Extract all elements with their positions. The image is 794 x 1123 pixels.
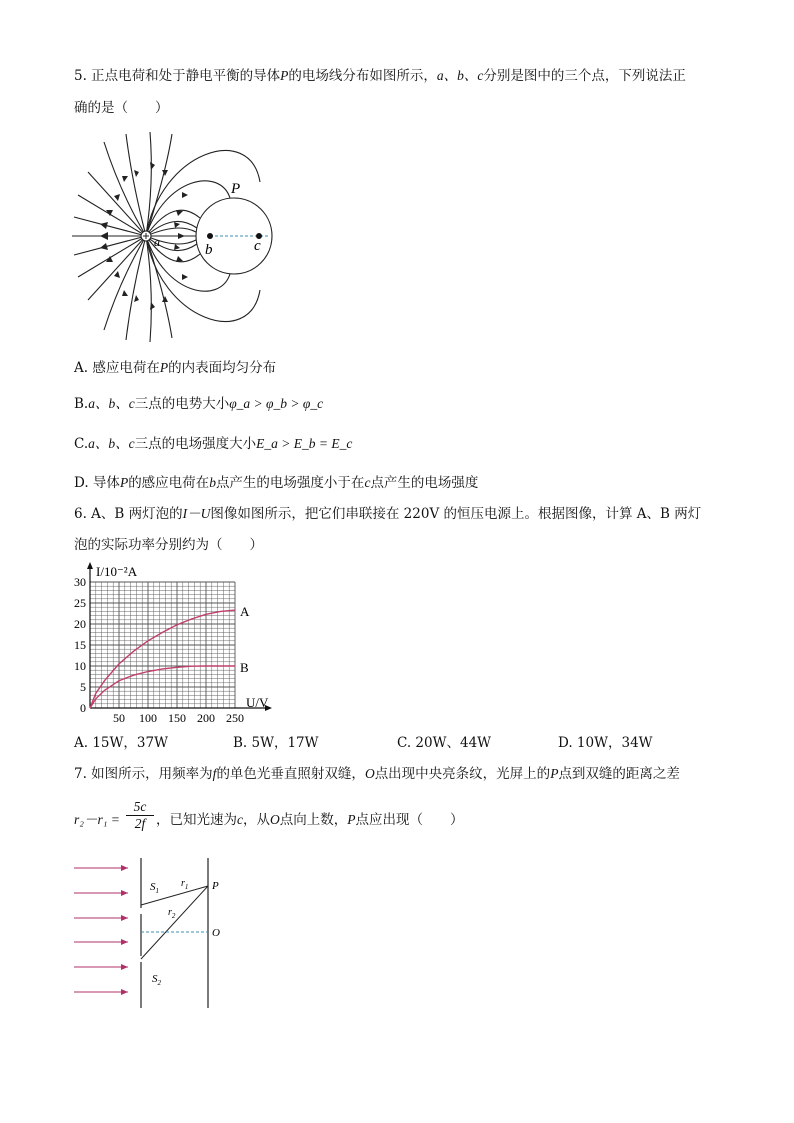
q7-stem-line2: ，已知光速为c，从O点向上数，P点应出现（ ）: [156, 812, 464, 828]
x-axis-label: U/V: [246, 695, 269, 710]
y-tick-label: 5: [80, 680, 86, 694]
series-label-a: A: [240, 604, 250, 619]
label-p: P: [231, 181, 241, 197]
q6-stem-line1: 6. A、B 两灯泡的I－U图像如图所示，把它们串联接在 220V 的恒压电源上。根据图像，计算 A、B 两灯: [74, 506, 702, 522]
q6-option-b: B. 5W，17W: [233, 735, 319, 751]
x-tick-label: 250: [226, 711, 244, 725]
q6-iu-chart: [70, 560, 280, 730]
q6-stem-line2: 泡的实际功率分别约为（ ）: [74, 537, 263, 553]
q5-stem-line2: 确的是（ ）: [74, 100, 169, 116]
y-tick-label: 25: [74, 596, 86, 610]
y-axis-arrow: [87, 562, 93, 569]
y-tick-label: 30: [74, 575, 86, 589]
y-tick-label: 20: [74, 617, 86, 631]
svg-text:S2: $S_2$: [152, 973, 161, 987]
point-b: [207, 233, 213, 239]
label-a: a: [154, 235, 160, 249]
q6-option-a: A. 15W，37W: [74, 735, 168, 751]
y-tick-label: 0: [80, 701, 86, 715]
series-curve-a: [90, 610, 235, 708]
x-tick-label: 200: [197, 711, 215, 725]
svg-text:r2: $r_2$: [168, 907, 176, 920]
q6-option-c: C. 20W、44W: [397, 735, 492, 751]
y-tick-label: 10: [74, 659, 86, 673]
label-screen-p: P: [212, 880, 219, 892]
formula-fraction: 5c 2f: [126, 800, 154, 832]
y-tick-label: 15: [74, 638, 86, 652]
label-c: c: [254, 238, 261, 254]
q5-option-c: C.a、b、c三点的电场强度大小E_a > E_b = E_c: [74, 436, 353, 452]
svg-text:S1: $S_1$: [150, 881, 159, 895]
series-label-b: B: [240, 660, 249, 675]
y-axis-label: I/10⁻²A: [96, 564, 138, 579]
q5-stem-line1: 5. 正点电荷和处于静电平衡的导体P的电场线分布如图所示，a、b、c分别是图中的三个点，下列说法正: [74, 68, 686, 84]
label-screen-o: O: [212, 927, 220, 939]
q5-field-figure: [70, 132, 280, 347]
formula-lhs: r₂－r₁ =: [74, 812, 120, 827]
q7-double-slit-figure: [70, 858, 240, 1010]
q5-option-a: A. 感应电荷在P的内表面均匀分布: [74, 360, 277, 376]
label-b: b: [205, 242, 213, 258]
x-tick-label: 100: [139, 711, 157, 725]
x-tick-label: 50: [113, 711, 125, 725]
q7-formula-line: [74, 812, 120, 828]
x-tick-label: 150: [168, 711, 186, 725]
svg-text:r1: $r_1$: [181, 878, 189, 891]
q6-option-d: D. 10W，34W: [558, 735, 653, 751]
q5-option-d: D. 导体P的感应电荷在b点产生的电场强度小于在c点产生的电场强度: [74, 475, 479, 491]
q7-stem-line1: 7. 如图所示，用频率为f的单色光垂直照射双缝，O点出现中央亮条纹，光屏上的P点到双缝的距离之差: [74, 766, 680, 782]
q5-option-b: B.a、b、c三点的电势大小φ_a > φ_b > φ_c: [74, 396, 324, 412]
